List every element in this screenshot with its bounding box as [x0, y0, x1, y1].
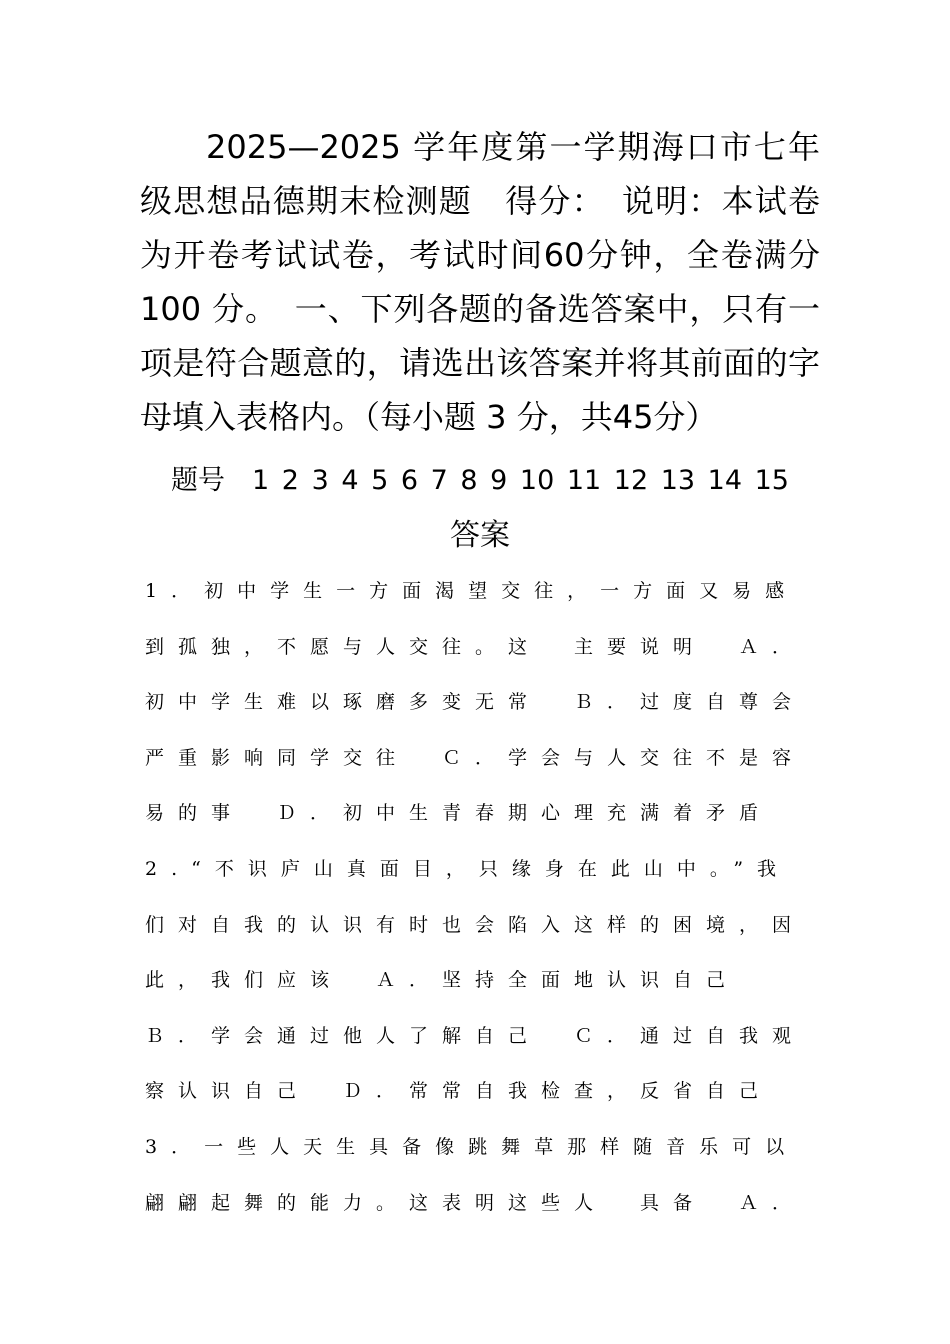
- question-line: 2.“不识庐山真面目，只缘身在此山中。”我: [145, 857, 791, 880]
- question-number-row: 题号 1 2 3 4 5 6 7 8 9 10 11 12 13 14 15: [171, 465, 789, 496]
- question-list: [145, 564, 810, 1231]
- question-line: 此，我们应该 Ａ．坚持全面地认识自己: [145, 969, 740, 992]
- question-line: 初中学生难以琢磨多变无常 Ｂ．过度自尊会: [145, 691, 806, 714]
- question-line: 1．初中学生一方面渴望交往，一方面又易感: [145, 580, 799, 602]
- answer-row-label: 答案: [450, 518, 510, 553]
- question-line: 易的事 Ｄ．初中生青春期心理充满着矛盾: [145, 802, 773, 825]
- question-line: 们对自我的认识有时也会陷入这样的困境，因: [145, 913, 806, 936]
- heading-text: 2025—2025 学年度第一学期海口市七年级思想品德期末检测题 得分： 说明：本试卷为开卷考试试卷，考试时间60分钟，全卷满分 100 分。 一、下列各题的备选答案中，只有一项是符合题意的，请选出该答案并将其前面的字母填入表格内。（每小题 3 分，共45分）: [140, 128, 820, 436]
- question-line: 察认识自己 Ｄ．常常自我检查，反省自己: [145, 1080, 773, 1103]
- question-line: 到孤独，不愿与人交往。这 主要说明 Ａ．: [145, 635, 806, 658]
- question-line: 3．一些人天生具备像跳舞草那样随音乐可以: [145, 1135, 799, 1158]
- exam-heading: [140, 120, 820, 444]
- question-line: 严重影响同学交往 Ｃ．学会与人交往不是容: [145, 746, 806, 769]
- question-line: 翩翩起舞的能力。这表明这些人 具备 Ａ．: [145, 1191, 806, 1214]
- question-line: Ｂ．学会通过他人了解自己 Ｃ．通过自我观: [145, 1024, 806, 1047]
